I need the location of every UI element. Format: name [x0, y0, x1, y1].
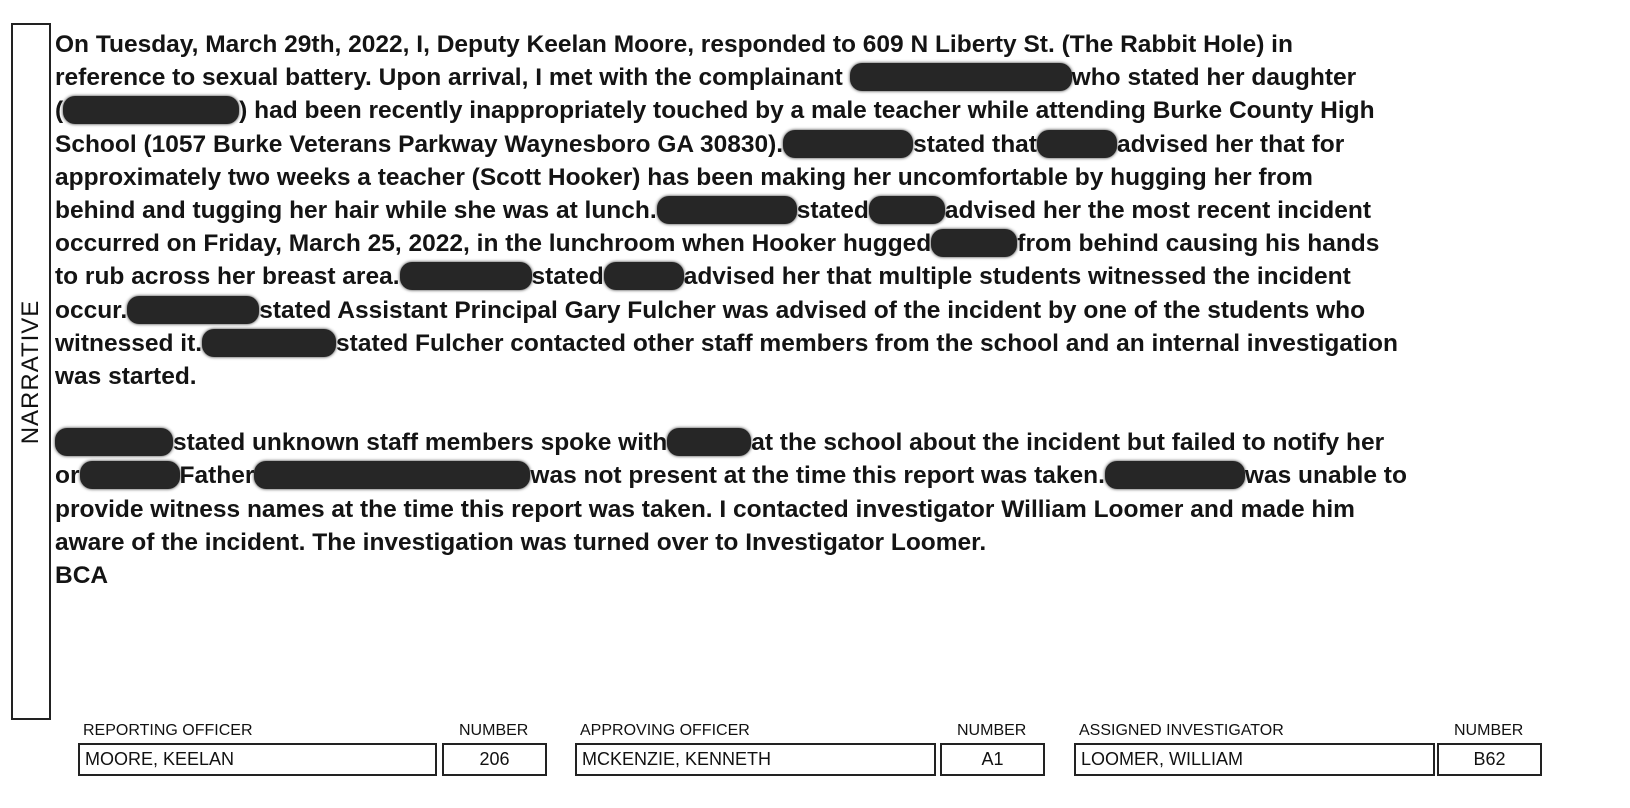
redaction-mark: [202, 329, 336, 357]
redaction-mark: [783, 130, 913, 158]
narrative-text-segment: or: [55, 462, 80, 490]
reporting-number-value: 206: [442, 743, 547, 776]
narrative-text-segment: (: [55, 97, 64, 125]
narrative-text-segment: occur.: [55, 296, 128, 324]
narrative-line-4: [55, 128, 1627, 161]
redaction-mark: [657, 196, 797, 224]
narrative-text-segment: was started.: [55, 363, 197, 391]
paragraph-gap: [55, 393, 1627, 426]
redaction-mark: [667, 428, 751, 456]
assigned-number-value: B62: [1437, 743, 1542, 776]
narrative-text-segment: was unable to: [1244, 462, 1407, 490]
narrative-line-11: [55, 360, 1627, 393]
approving-officer-value: MCKENZIE, KENNETH: [575, 743, 936, 776]
narrative-text-segment: On Tuesday, March 29th, 2022, I, Deputy Keelan Moore, responded to 609 N Liberty St. (The Rabbit Hole) in: [55, 31, 1293, 58]
narrative-text-segment: who stated her daughter: [1071, 64, 1357, 92]
redaction-mark: [1037, 130, 1117, 158]
redaction-mark: [869, 196, 945, 224]
reporting-officer-value: MOORE, KEELAN: [78, 743, 437, 776]
narrative-text-segment: advised her that for: [1116, 130, 1345, 158]
redaction-mark: [400, 262, 532, 290]
narrative-text-segment: stated: [531, 263, 604, 291]
redaction-mark: [127, 296, 259, 324]
narrative-line-10: [55, 327, 1627, 360]
narrative-side-box: [11, 23, 51, 720]
narrative-text-segment: occurred on Friday, March 25, 2022, in the lunchroom when Hooker hugged: [55, 230, 932, 258]
narrative-text-segment: witnessed it.: [55, 329, 203, 357]
reporting-number-label: NUMBER: [459, 722, 529, 739]
narrative-line-8: [55, 260, 1627, 293]
narrative-text-segment: was not present at the time this report was taken.: [530, 462, 1105, 490]
narrative-line-7: [55, 227, 1627, 260]
redaction-mark: [254, 461, 530, 489]
reporting-officer-label: REPORTING OFFICER: [83, 722, 253, 739]
narrative-line-16: [55, 559, 1627, 592]
assigned-investigator-label: ASSIGNED INVESTIGATOR: [1079, 722, 1284, 739]
redaction-mark: [63, 96, 239, 124]
narrative-line-12: [55, 426, 1627, 459]
narrative-text-segment: to rub across her breast area.: [55, 263, 400, 291]
approving-number-value: A1: [940, 743, 1045, 776]
narrative-text-segment: ) had been recently inappropriately touched by a male teacher while attending Burke County High: [239, 97, 1375, 125]
narrative-text-segment: stated unknown staff members spoke with: [173, 429, 668, 457]
narrative-body: [55, 28, 1627, 592]
redaction-mark: [604, 262, 684, 290]
narrative-text-segment: advised her the most recent incident: [944, 197, 1372, 225]
narrative-text-segment: behind and tugging her hair while she was at lunch.: [55, 197, 657, 225]
narrative-text-segment: approximately two weeks a teacher (Scott Hooker) has been making her uncomfortable by hugging her from: [55, 163, 1313, 191]
narrative-text-segment: provide witness names at the time this report was taken. I contacted investigator William Loomer and made him: [55, 495, 1355, 523]
narrative-line-2: [55, 61, 1627, 94]
redaction-mark: [80, 461, 180, 489]
assigned-number-label: NUMBER: [1454, 722, 1524, 739]
redaction-mark: [55, 428, 173, 456]
redaction-mark: [931, 229, 1017, 257]
narrative-line-5: [55, 161, 1627, 194]
narrative-text-segment: aware of the incident. The investigation was turned over to Investigator Loomer.: [55, 528, 987, 556]
narrative-text-segment: BCA: [55, 562, 109, 590]
narrative-text-segment: advised her that multiple students witnessed the incident: [683, 263, 1351, 291]
narrative-text-segment: stated that: [913, 130, 1037, 158]
narrative-text-segment: Father: [179, 462, 255, 490]
narrative-line-15: [55, 526, 1627, 559]
approving-officer-label: APPROVING OFFICER: [580, 722, 750, 739]
narrative-text-segment: stated Fulcher contacted other staff members from the school and an internal investigation: [336, 329, 1398, 357]
narrative-text-segment: stated: [796, 197, 869, 225]
assigned-investigator-value: LOOMER, WILLIAM: [1074, 743, 1435, 776]
approving-number-label: NUMBER: [957, 722, 1027, 739]
narrative-side-label: NARRATIVE: [17, 299, 44, 444]
narrative-line-13: [55, 459, 1627, 492]
report-footer: [0, 722, 1630, 792]
narrative-line-14: [55, 493, 1627, 526]
redaction-mark: [1105, 461, 1245, 489]
narrative-text-segment: reference to sexual battery. Upon arrival, I met with the complainant: [55, 64, 850, 92]
narrative-text-segment: at the school about the incident but failed to notify her: [751, 429, 1385, 457]
narrative-text-segment: School (1057 Burke Veterans Parkway Waynesboro GA 30830).: [55, 130, 784, 158]
narrative-text-segment: stated Assistant Principal Gary Fulcher was advised of the incident by one of the students who: [259, 296, 1366, 324]
narrative-line-1: [55, 28, 1627, 61]
redaction-mark: [850, 63, 1072, 91]
narrative-text-segment: from behind causing his hands: [1017, 230, 1380, 258]
narrative-line-3: [55, 94, 1627, 127]
narrative-line-9: [55, 294, 1627, 327]
narrative-line-6: [55, 194, 1627, 227]
